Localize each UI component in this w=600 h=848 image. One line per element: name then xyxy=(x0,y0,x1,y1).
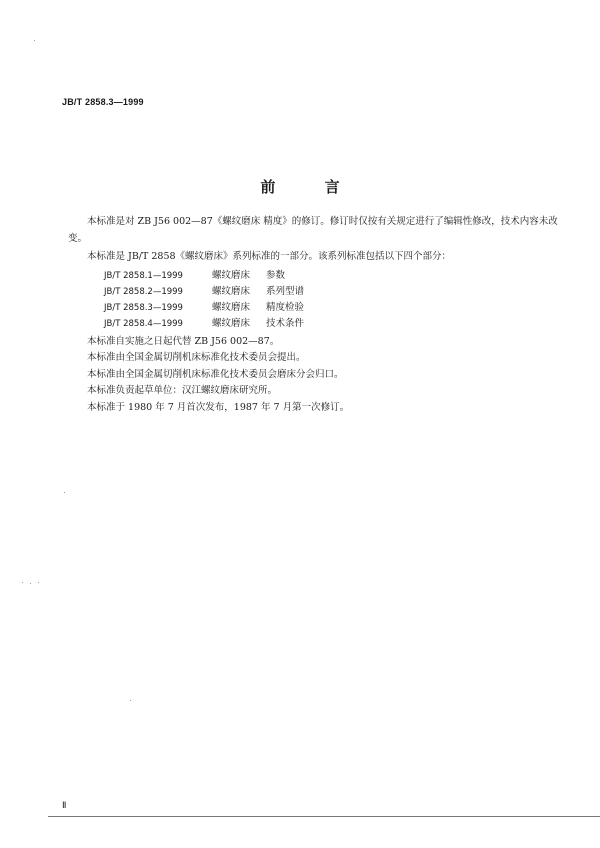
paragraph-proposed-by: 本标准由全国金属切削机床标准化技术委员会提出。 xyxy=(87,352,306,363)
part-machine: 螺纹磨床 xyxy=(212,301,251,313)
scan-speck xyxy=(22,582,23,583)
part-machine: 螺纹磨床 xyxy=(212,269,251,281)
scan-speck xyxy=(64,492,65,493)
scan-speck xyxy=(34,40,35,41)
part-code: JB/T 2858.3—1999 xyxy=(104,302,183,313)
scan-speck xyxy=(38,582,39,583)
part-title: 技术条件 xyxy=(266,317,305,329)
part-machine: 螺纹磨床 xyxy=(212,317,251,329)
part-title: 系列型谱 xyxy=(266,285,305,297)
paragraph-centralized-by: 本标准由全国金属切削机床标准化技术委员会磨床分会归口。 xyxy=(87,368,344,380)
part-code: JB/T 2858.1—1999 xyxy=(104,270,183,281)
scan-speck xyxy=(30,583,31,584)
page-title: 前 言 xyxy=(260,178,362,196)
paragraph-drafted-by: 本标准负责起草单位：汉江螺纹磨床研究所。 xyxy=(87,385,278,396)
part-title: 参数 xyxy=(266,269,286,281)
list-item xyxy=(68,268,568,284)
list-item xyxy=(68,284,568,300)
scan-speck xyxy=(130,700,131,701)
part-title: 精度检验 xyxy=(266,301,305,313)
part-code: JB/T 2858.2—1999 xyxy=(104,286,183,297)
paragraph-replaces: 本标准自实施之日起代替 ZB J56 002—87。 xyxy=(87,335,280,347)
list-item xyxy=(68,316,568,332)
part-machine: 螺纹磨床 xyxy=(212,285,251,297)
document-code: JB/T 2858.3—1999 xyxy=(62,97,144,107)
part-code: JB/T 2858.4—1999 xyxy=(104,318,183,329)
list-item xyxy=(68,300,568,316)
paragraph-series: 本标准是 JB/T 2858《螺纹磨床》系列标准的一部分。该系列标准包括以下四个部分： xyxy=(87,251,452,262)
footer-divider xyxy=(48,816,600,817)
paragraph-history: 本标准于 1980 年 7 月首次发布，1987 年 7 月第一次修订。 xyxy=(87,401,350,413)
page-number: Ⅱ xyxy=(62,800,67,810)
foreword-body xyxy=(68,214,568,416)
parts-list xyxy=(68,268,568,332)
paragraph-revision: 本标准是对 ZB J56 002—87《螺纹磨床 精度》的修订。修订时仅按有关规定进行了编辑性修改，技术内容未改变。 xyxy=(68,216,558,244)
